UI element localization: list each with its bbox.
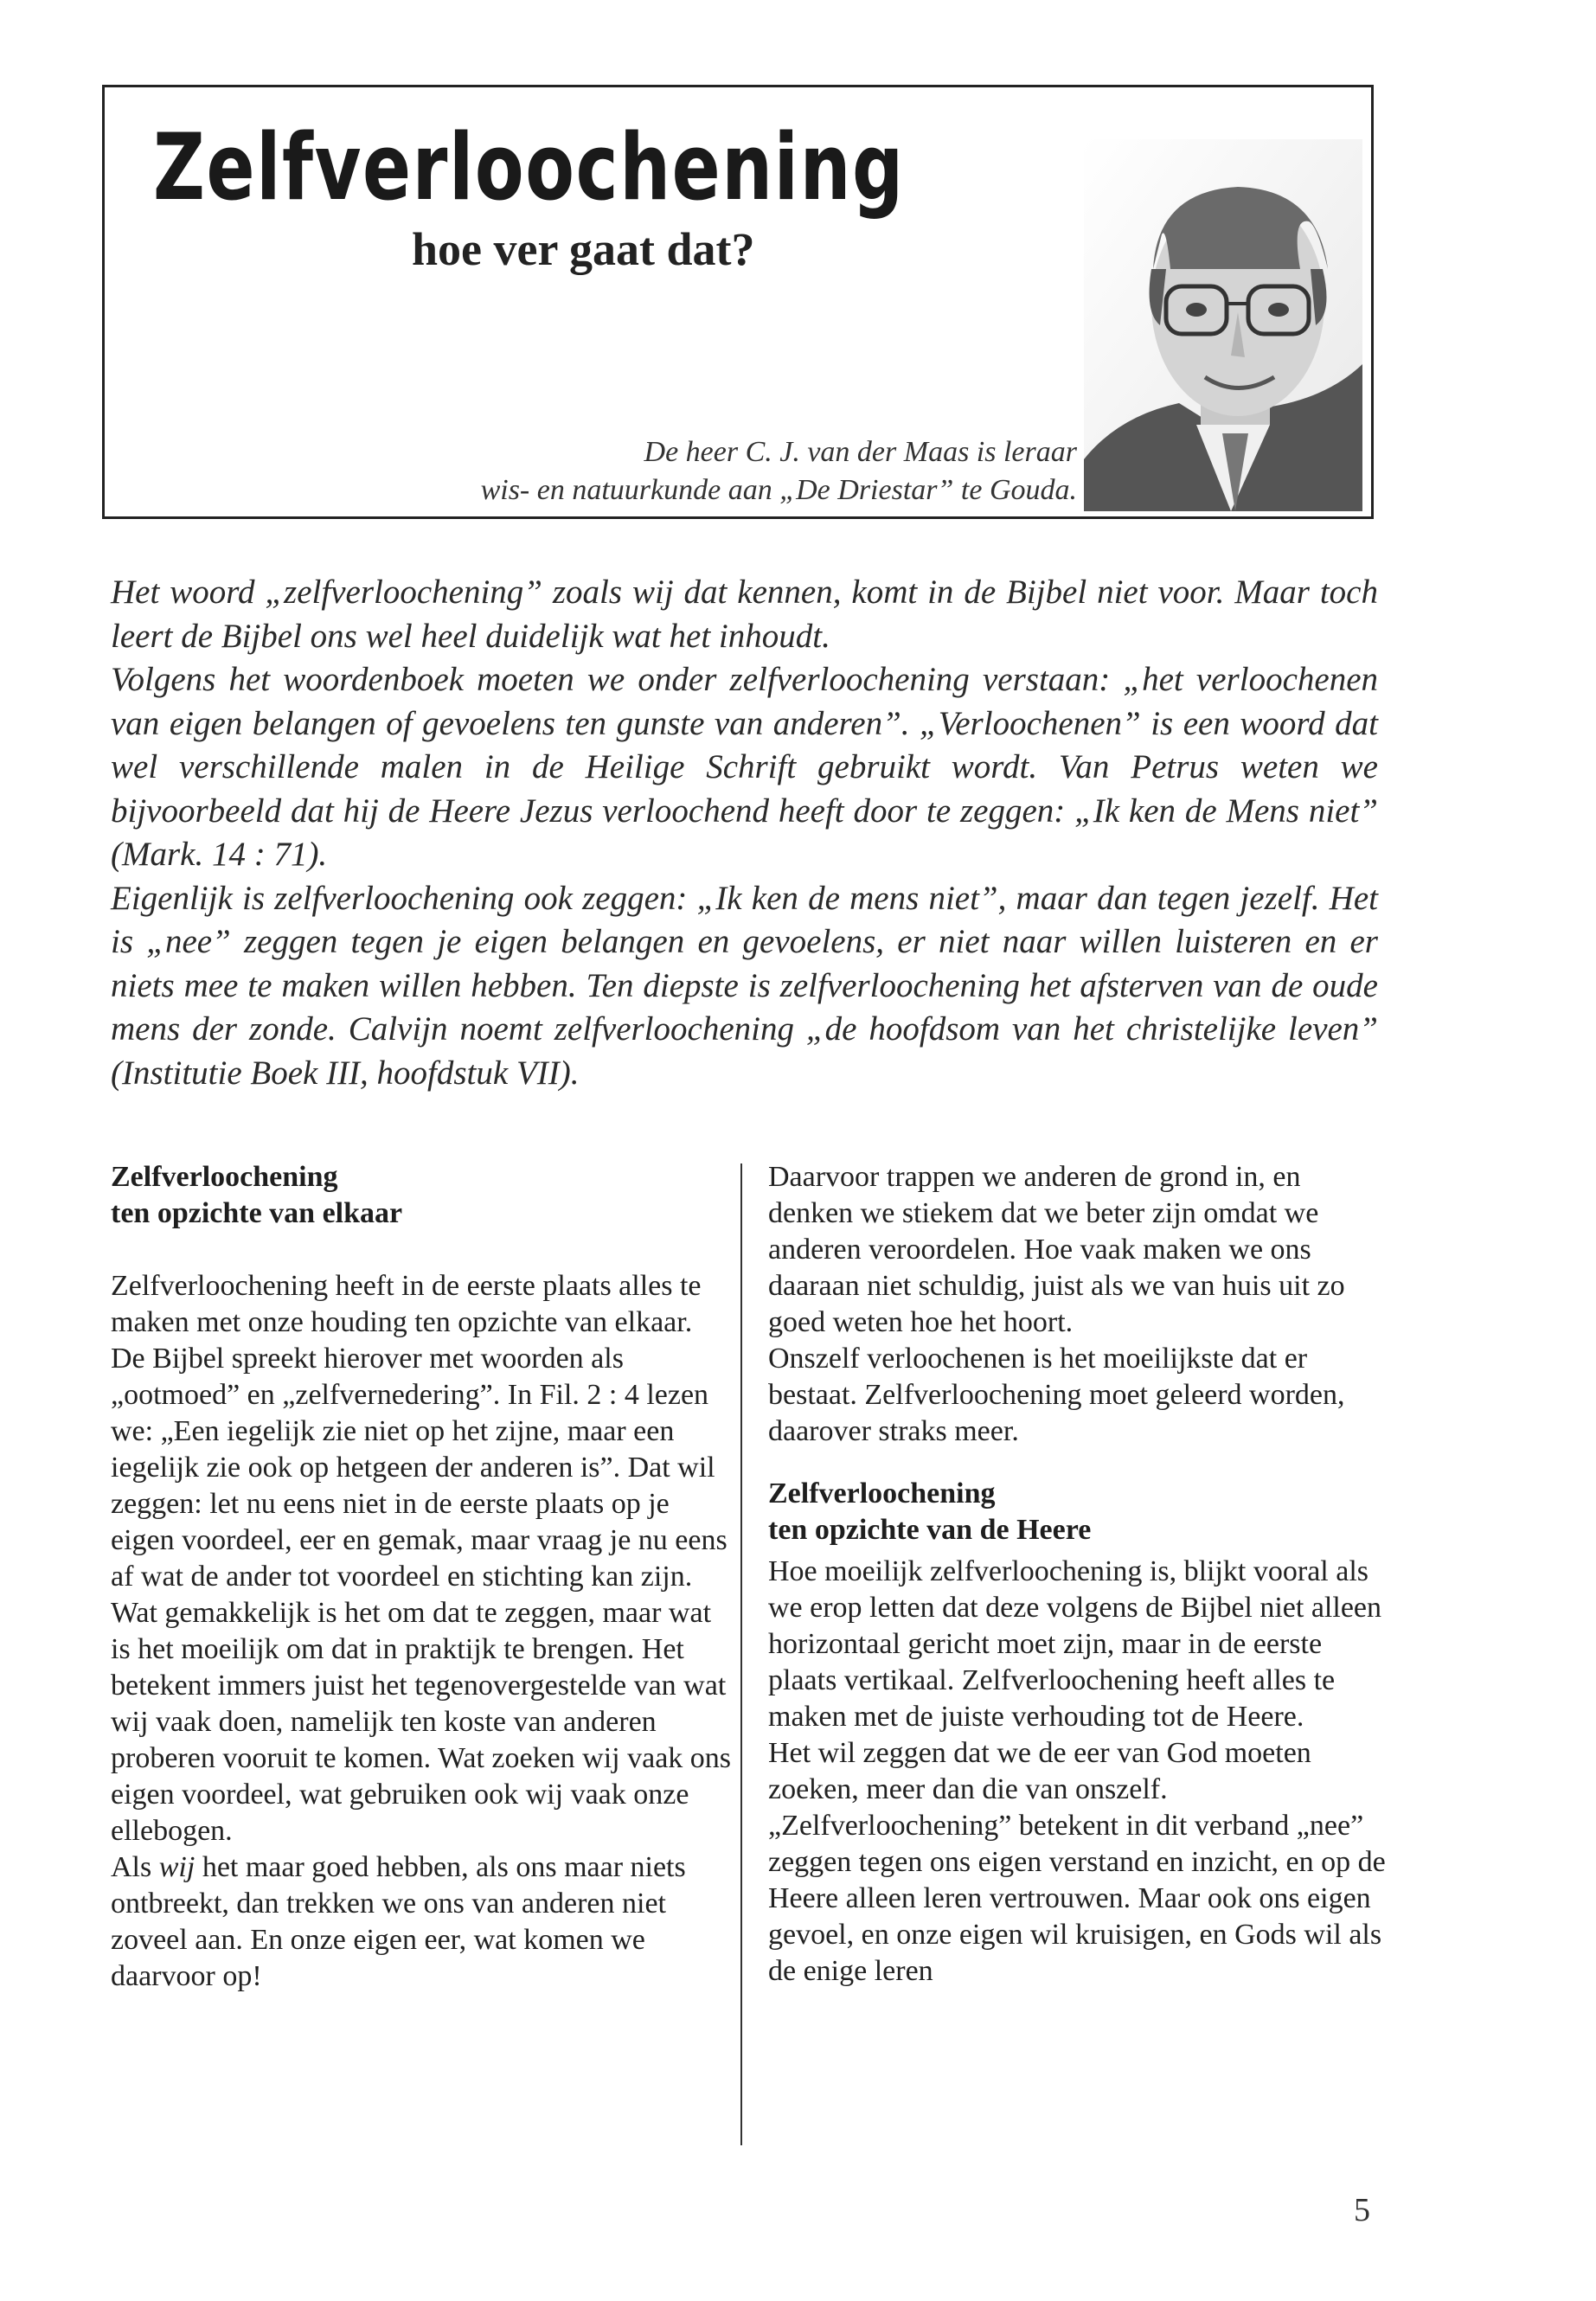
- section-heading-line: Zelfverloochening: [111, 1161, 338, 1193]
- body-paragraph: Het wil zeggen dat we de eer van God moeten zoeken, meer dan die van onszelf. „Zelfverloochening” betekent in dit verband „nee” zeggen tegen ons eigen verstand en inzicht, en op de Heere alleen leren vertrouwen. Maar ook ons eigen gevoel, en onze eigen wil kruisigen, en Gods wil als de enige leren: [768, 1737, 1386, 1987]
- intro-paragraph: Volgens het woordenboek moeten we onder zelfverloochening verstaan: „het verloochenen van eigen belangen of gevoelens ten gunste van anderen”. „Verloochenen” is een woord dat wel verschillende malen in de Heilige Schrift gebruikt wordt. Van Petrus weten we bijvoorbeeld dat hij de Heere Jezus verloochend heeft door te zeggen: „Ik ken de Mens niet” (Mark. 14 : 71).: [111, 661, 1378, 873]
- author-caption: [385, 433, 1077, 510]
- author-portrait: [1084, 139, 1362, 511]
- page-title: Zelfverloochening: [153, 114, 905, 221]
- intro-text: [111, 571, 1378, 1095]
- column-divider: [740, 1163, 742, 2145]
- intro-paragraph: Het woord „zelfverloochening” zoals wij dat kennen, komt in de Bijbel niet voor. Maar toch leert de Bijbel ons wel heel duidelijk wat het inhoudt.: [111, 574, 1378, 655]
- section-heading: [111, 1159, 734, 1232]
- caption-line: De heer C. J. van der Maas is leraar: [644, 436, 1077, 468]
- left-column: [111, 1159, 734, 1995]
- body-paragraph: Hoe moeilijk zelfverloochening is, blijkt vooral als we erop letten dat deze volgens de Bijbel niet alleen horizontaal gericht moet zijn, maar in de eerste plaats vertikaal. Zelfverloochening heeft alles te maken met de juiste verhouding tot de Heere.: [768, 1555, 1382, 1733]
- emphasis-text: wij: [158, 1851, 195, 1883]
- intro-paragraph: Eigenlijk is zelfverloochening ook zeggen: „Ik ken de mens niet”, maar dan tegen jezelf. Het is „nee” zeggen tegen je eigen belangen en gevoelens, er niet naar willen luisteren en er niets mee te maken willen hebben. Ten diepste is zelfverloochening het afsterven van de oude mens der zonde. Calvijn noemt zelfverloochening „de hoofdsom van het christelijke leven” (Institutie Boek III, hoofdstuk VII).: [111, 879, 1378, 1092]
- text-run: het maar goed hebben, als ons maar niets ontbreekt, dan trekken we ons van anderen niet zoveel aan. En onze eigen eer, wat komen we daarvoor op!: [111, 1851, 686, 1992]
- text-run: Als: [111, 1851, 159, 1883]
- body-paragraph: Zelfverloochening heeft in de eerste plaats alles te maken met onze houding ten opzichte van elkaar. De Bijbel spreekt hierover met woorden als „ootmoed” en „zelfvernedering”. In Fil. 2 : 4 lezen we: „Een iegelijk zie niet op het zijne, maar een iegelijk zie ook op hetgeen der anderen is”. Dat wil zeggen: let nu eens niet in de eerste plaats op je eigen voordeel, eer en gemak, maar vraag je nu eens af wat de ander tot voordeel en stichting kan zijn.: [111, 1270, 727, 1593]
- caption-line: wis- en natuurkunde aan „De Driestar” te Gouda.: [480, 474, 1077, 506]
- right-column: [768, 1159, 1391, 1990]
- section-heading: [768, 1476, 1391, 1548]
- body-paragraph: [111, 1849, 734, 1995]
- body-paragraph: Daarvoor trappen we anderen de grond in, en denken we stiekem dat we beter zijn omdat we anderen veroordelen. Hoe vaak maken we ons daaraan niet schuldig, juist als we van huis uit zo goed weten hoe het hoort.: [768, 1161, 1345, 1338]
- section-heading-line: ten opzichte van de Heere: [768, 1514, 1092, 1546]
- header-box: [102, 85, 1374, 519]
- section-heading-line: Zelfverloochening: [768, 1477, 996, 1509]
- page-number: 5: [1354, 2192, 1370, 2228]
- section-heading-line: ten opzichte van elkaar: [111, 1197, 403, 1229]
- page-subtitle: hoe ver gaat dat?: [412, 223, 755, 275]
- body-paragraph: Onszelf verloochenen is het moeilijkste dat er bestaat. Zelfverloochening moet geleerd worden, daarover straks meer.: [768, 1343, 1345, 1447]
- body-paragraph: Wat gemakkelijk is het om dat te zeggen, maar wat is het moeilijk om dat in praktijk te brengen. Het betekent immers juist het tegenovergestelde van wat wij vaak doen, namelijk ten koste van anderen proberen vooruit te komen. Wat zoeken wij vaak ons eigen voordeel, wat gebruiken ook wij vaak onze ellebogen.: [111, 1597, 732, 1847]
